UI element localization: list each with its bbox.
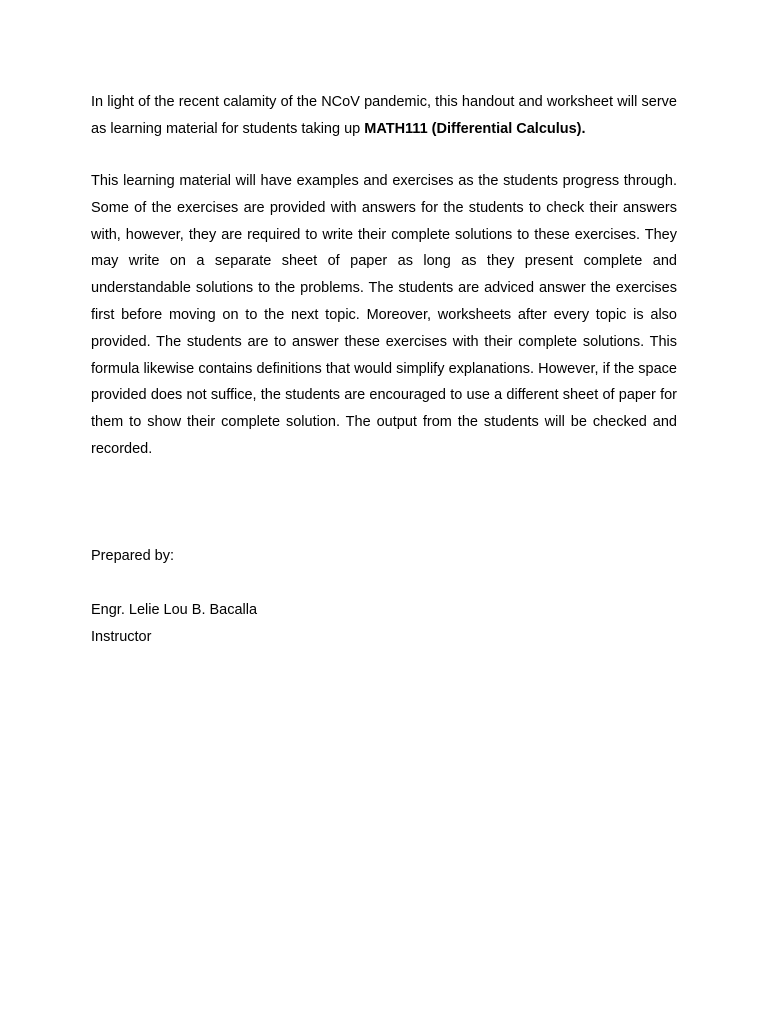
body-paragraph: This learning material will have examples and exercises as the students progress through. Some of the exercises are provided with answers for the students to check their answers with, however, they are required to write their complete solutions to these exercises. They may write on a separate sheet of paper as long as they present complete and understandable solutions to the problems. The students are adviced answer the exercises first before moving on to the next topic. Moreover, worksheets after every topic is also provided. The students are to answer these exercises with their complete solutions. This formula likewise contains definitions that would simplify explanations. However, if the space provided does not suffice, the students are encouraged to use a different sheet of paper for them to show their complete solution. The output from the students will be checked and recorded. <box>91 173 677 457</box>
author-title: Instructor <box>91 629 152 645</box>
prepared-by-label: Prepared by: <box>91 548 175 564</box>
course-name: MATH111 (Differential Calculus). <box>364 120 586 137</box>
intro-paragraph <box>91 89 677 143</box>
intro-text: In light of the recent calamity of the NCoV pandemic, this handout and worksheet will serve as learning material for students taking up <box>91 94 677 137</box>
author-name: Engr. Lelie Lou B. Bacalla <box>91 602 258 618</box>
